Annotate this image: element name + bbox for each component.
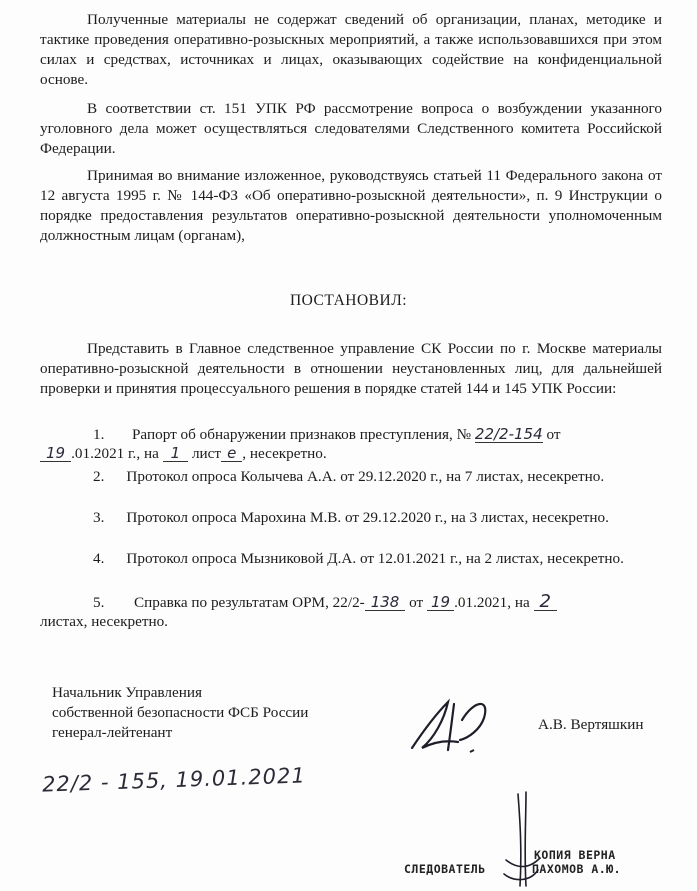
handwritten-registration-note: 22/2 - 155, 19.01.2021: [41, 763, 307, 797]
list-item: [40, 593, 662, 631]
handwritten-number: 22/2-154: [474, 425, 543, 443]
handwritten-signature: [404, 690, 514, 760]
item-text: .01.2021, на: [454, 594, 530, 611]
paragraph-resolution: Представить в Главное следственное управление СК России по г. Москве материалы оперативно-розыскной деятельности в отношении неустановленных лиц, для дальнейшей проверки и принятия процессуального решения в порядке статей 144 и 145 УПК России:: [40, 340, 662, 397]
item-number: 5.: [93, 594, 105, 611]
item-text: .01.2021 г., на: [71, 445, 159, 462]
list-item: [40, 425, 662, 463]
handwritten-count: 2: [534, 594, 557, 611]
item-text: от: [546, 426, 561, 443]
item-text: Протокол опроса Мызниковой Д.А. от 12.01.2021 г., на 2 листах, несекретно.: [126, 550, 624, 567]
item-number: 4.: [93, 550, 105, 567]
item-number: 2.: [93, 468, 105, 485]
handwritten-number: 138: [365, 594, 406, 611]
signatory-name: А.В. Вертяшкин: [538, 716, 644, 733]
paragraph-confidentiality: Полученные материалы не содержат сведений об организации, планах, методике и тактике проведения оперативно-розыскных мероприятий, а также использовавшихся при этом силах и средствах, источниках и лицах, оказывающих содействие на конфиденциальной основе.: [40, 11, 662, 88]
signatory-position: Начальник Управления: [52, 684, 202, 701]
item-text: Справка по результатам ОРМ, 22/2-: [133, 594, 365, 611]
paragraph-jurisdiction: В соответствии ст. 151 УПК РФ рассмотрение вопроса о возбуждении указанного уголовного дела может осуществляться следователями Следственного комитета Российской Федерации.: [40, 100, 662, 157]
item-text: Рапорт об обнаружении признаков преступления, №: [131, 426, 472, 443]
item-text: Протокол опроса Марохина М.В. от 29.12.2020 г., на 3 листах, несекретно.: [126, 509, 609, 526]
stamp-signature: [496, 790, 546, 890]
handwritten-day: 19: [40, 445, 71, 462]
resolution-heading: ПОСТАНОВИЛ:: [289, 292, 408, 309]
handwritten-ending: е: [221, 445, 242, 462]
stamp-text: СЛЕДОВАТЕЛЬ: [404, 862, 486, 876]
signatory-rank: генерал-лейтенант: [52, 724, 173, 741]
handwritten-day: 19: [427, 594, 454, 611]
signatory-block: [52, 683, 308, 743]
paragraph-legal-basis: Принимая во внимание изложенное, руководствуясь статьей 11 Федерального закона от 12 августа 1995 г. № 144-ФЗ «Об оперативно-розыскной деятельности», п. 9 Инструкции о порядке предоставления результатов оперативно-розыскной деятельности уполномоченным должностным лицам (органам),: [40, 167, 662, 244]
stamp-text: ПАХОМОВ А.Ю.: [532, 862, 622, 876]
item-text: листах, несекретно.: [40, 613, 168, 630]
item-text: , несекретно.: [242, 445, 327, 462]
item-number: 3.: [93, 509, 105, 526]
signatory-department: собственной безопасности ФСБ России: [52, 704, 309, 721]
list-item: [40, 467, 662, 486]
item-text: от: [409, 594, 424, 611]
item-text: Протокол опроса Колычева А.А. от 29.12.2020 г., на 7 листах, несекретно.: [126, 468, 605, 485]
item-text: лист: [191, 445, 222, 462]
stamp-text: КОПИЯ ВЕРНА: [534, 848, 616, 862]
list-item: [40, 508, 662, 527]
list-item: [40, 549, 662, 568]
handwritten-count: 1: [163, 445, 189, 462]
item-number: 1.: [93, 426, 105, 443]
